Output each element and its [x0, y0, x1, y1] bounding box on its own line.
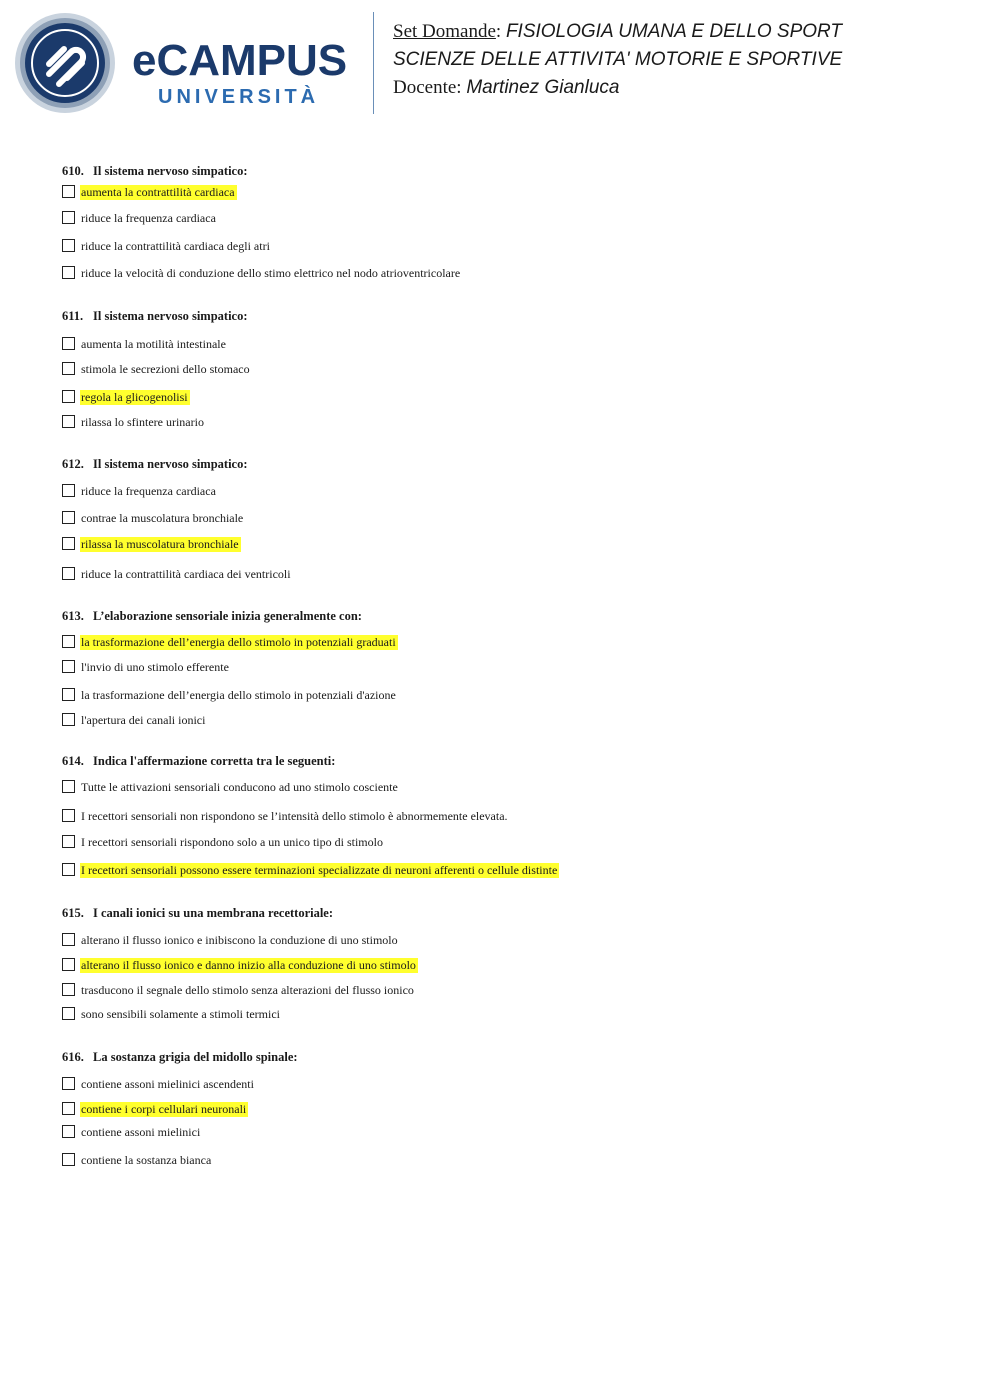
- question-number: 610.: [62, 164, 84, 178]
- answer-checkbox[interactable]: [62, 211, 75, 224]
- answer-text: aumenta la contrattilità cardiaca: [81, 185, 235, 199]
- course-info: [393, 18, 842, 102]
- question-number: 615.: [62, 906, 84, 920]
- logo-sub-text: UNIVERSITÀ: [158, 86, 320, 108]
- answer-text: rilassa la muscolatura bronchiale: [81, 537, 239, 551]
- ecampus-seal-logo: [14, 12, 116, 114]
- answer-text: contiene i corpi cellulari neuronali: [81, 1102, 247, 1116]
- answer-text: contiene assoni mielinici: [81, 1125, 201, 1139]
- question-611-title: [62, 309, 248, 323]
- question-number: 613.: [62, 609, 84, 623]
- answer-checkbox[interactable]: [62, 362, 75, 375]
- course-line: [393, 18, 842, 46]
- answer-checkbox[interactable]: [62, 863, 75, 876]
- answer-text: Tutte le attivazioni sensoriali conducono ad uno stimolo cosciente: [81, 780, 398, 794]
- question-610-title: [62, 164, 248, 178]
- answer-text: contrae la muscolatura bronchiale: [81, 511, 244, 525]
- question-number: 611.: [62, 309, 84, 323]
- question-text: L’elaborazione sensoriale inizia generalmente con:: [93, 609, 362, 623]
- answer-text: aumenta la motilità intestinale: [81, 337, 226, 351]
- answer-checkbox[interactable]: [62, 660, 75, 673]
- answer-text: regola la glicogenolisi: [81, 390, 188, 404]
- teacher-line: [393, 74, 842, 102]
- answer-text: I recettori sensoriali rispondono solo a un unico tipo di stimolo: [81, 835, 383, 849]
- answer-checkbox[interactable]: [62, 835, 75, 848]
- answer-text: l'invio di uno stimolo efferente: [81, 660, 229, 674]
- answer-text: I recettori sensoriali non rispondono se l’intensità dello stimolo è abnormemente elevata.: [81, 809, 508, 823]
- teacher-name: Martinez Gianluca: [466, 77, 620, 98]
- question-612-title: [62, 457, 248, 471]
- question-number: 616.: [62, 1050, 84, 1064]
- set-label: Set Domande: [393, 21, 496, 42]
- answer-text: alterano il flusso ionico e danno inizio alla conduzione di uno stimolo: [81, 958, 416, 972]
- answer-checkbox[interactable]: [62, 1007, 75, 1020]
- question-text: Indica l'affermazione corretta tra le seguenti:: [93, 754, 336, 768]
- answer-checkbox[interactable]: [62, 1125, 75, 1138]
- program-line: [393, 46, 842, 74]
- answer-checkbox[interactable]: [62, 933, 75, 946]
- answer-text: riduce la velocità di conduzione dello stimo elettrico nel nodo atrioventricolare: [81, 266, 461, 280]
- answer-text: trasducono il segnale dello stimolo senza alterazioni del flusso ionico: [81, 983, 414, 997]
- answer-checkbox[interactable]: [62, 511, 75, 524]
- set-separator: :: [495, 21, 502, 42]
- answer-text: contiene assoni mielinici ascendenti: [81, 1077, 254, 1091]
- answer-checkbox[interactable]: [62, 337, 75, 350]
- answer-checkbox[interactable]: [62, 484, 75, 497]
- answer-text: rilassa lo sfintere urinario: [81, 415, 204, 429]
- answer-checkbox[interactable]: [62, 537, 75, 550]
- answer-text: riduce la contrattilità cardiaca dei ventricoli: [81, 567, 291, 581]
- answer-checkbox[interactable]: [62, 780, 75, 793]
- answer-text: la trasformazione dell’energia dello stimolo in potenziali graduati: [81, 635, 396, 649]
- teacher-label: Docente:: [393, 77, 462, 98]
- answer-checkbox[interactable]: [62, 635, 75, 648]
- answer-text: riduce la frequenza cardiaca: [81, 484, 216, 498]
- answer-checkbox[interactable]: [62, 958, 75, 971]
- answer-checkbox[interactable]: [62, 1153, 75, 1166]
- question-615-title: [62, 906, 333, 920]
- question-text: Il sistema nervoso simpatico:: [93, 164, 248, 178]
- question-616-title: [62, 1050, 298, 1064]
- answer-text: riduce la frequenza cardiaca: [81, 211, 216, 225]
- question-text: Il sistema nervoso simpatico:: [93, 309, 248, 323]
- question-text: Il sistema nervoso simpatico:: [93, 457, 248, 471]
- answer-checkbox[interactable]: [62, 415, 75, 428]
- answer-checkbox[interactable]: [62, 390, 75, 403]
- answer-text: sono sensibili solamente a stimoli termici: [81, 1007, 280, 1021]
- answer-checkbox[interactable]: [62, 1077, 75, 1090]
- question-613-title: [62, 609, 362, 623]
- answer-checkbox[interactable]: [62, 713, 75, 726]
- question-text: I canali ionici su una membrana recettoriale:: [93, 906, 334, 920]
- question-614-title: [62, 754, 335, 768]
- program-title: SCIENZE DELLE ATTIVITA' MOTORIE E SPORTIVE: [393, 49, 843, 70]
- answer-text: riduce la contrattilità cardiaca degli atri: [81, 239, 270, 253]
- answer-checkbox[interactable]: [62, 1102, 75, 1115]
- header-divider: [373, 12, 374, 114]
- answer-text: alterano il flusso ionico e inibiscono la conduzione di uno stimolo: [81, 933, 398, 947]
- page-header: [0, 0, 1000, 130]
- answer-checkbox[interactable]: [62, 185, 75, 198]
- answer-text: I recettori sensoriali possono essere terminazioni specializzate di neuroni afferenti o cellule distinte: [81, 863, 558, 877]
- answer-text: la trasformazione dell’energia dello stimolo in potenziali d'azione: [81, 688, 396, 702]
- answer-checkbox[interactable]: [62, 266, 75, 279]
- answer-checkbox[interactable]: [62, 809, 75, 822]
- answer-checkbox[interactable]: [62, 688, 75, 701]
- ecampus-wordmark-logo: [132, 38, 362, 112]
- question-number: 612.: [62, 457, 84, 471]
- course-title: FISIOLOGIA UMANA E DELLO SPORT: [505, 21, 843, 42]
- answer-text: stimola le secrezioni dello stomaco: [81, 362, 250, 376]
- logo-brand-text: eCAMPUS: [132, 36, 348, 85]
- question-text: La sostanza grigia del midollo spinale:: [93, 1050, 298, 1064]
- answer-text: contiene la sostanza bianca: [81, 1153, 212, 1167]
- answer-checkbox[interactable]: [62, 983, 75, 996]
- question-number: 614.: [62, 754, 84, 768]
- answer-checkbox[interactable]: [62, 239, 75, 252]
- answer-checkbox[interactable]: [62, 567, 75, 580]
- answer-text: l'apertura dei canali ionici: [81, 713, 206, 727]
